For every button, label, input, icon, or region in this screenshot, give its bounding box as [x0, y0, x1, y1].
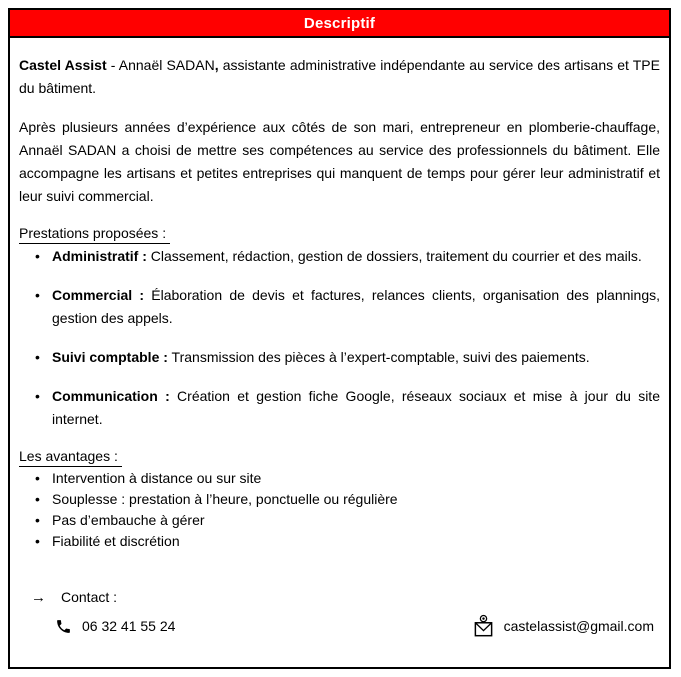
list-item: • Fiabilité et discrétion — [19, 531, 660, 552]
prestation-label: Commercial : — [52, 287, 145, 303]
email-contact — [473, 614, 654, 638]
avantages-heading — [19, 445, 660, 468]
header-bar — [10, 10, 669, 38]
document-body — [10, 38, 669, 646]
prestation-label: Administratif : — [52, 248, 147, 264]
email-address: castelassist@gmail.com — [503, 617, 654, 634]
list-item — [19, 346, 660, 369]
list-item: • Souplesse : prestation à l’heure, ponctuelle ou régulière — [19, 489, 660, 510]
avantages-heading-text: Les avantages : — [19, 447, 122, 467]
list-item: • Intervention à distance ou sur site — [19, 468, 660, 489]
prestation-label: Suivi comptable : — [52, 349, 168, 365]
prestation-text: Création et gestion fiche Google, réseaux sociaux et mise à jour du site internet. — [52, 388, 660, 427]
list-item — [19, 284, 660, 330]
prestations-heading-text: Prestations proposées : — [19, 224, 170, 244]
intro-paragraph — [19, 54, 660, 100]
phone-icon — [55, 618, 72, 635]
list-item: • Pas d’embauche à gérer — [19, 510, 660, 531]
prestation-text: Classement, rédaction, gestion de dossiers, traitement du courrier et des mails. — [146, 248, 642, 264]
company-name: Castel Assist — [19, 57, 107, 73]
document-page — [8, 8, 671, 669]
avantages-list — [19, 468, 660, 552]
about-paragraph: Après plusieurs années d’expérience aux côtés de son mari, entrepreneur en plomberie-chauffage, Annaël SADAN a choisi de mettre ses compétences au service des professionnels du bâtiment. Elle accompagne les artisans et petites entreprises qui manquent de temps pour gérer leur administratif et leur suivi commercial. — [19, 119, 660, 204]
prestations-heading — [19, 222, 660, 245]
intro-description: assistante administrative indépendante au service des artisans et TPE du bâtiment. — [19, 57, 660, 96]
right-arrow-icon: → — [31, 589, 46, 606]
phone-contact — [55, 615, 175, 638]
person-name: - Annaël SADAN — [106, 57, 215, 73]
contact-heading-row — [19, 586, 660, 609]
phone-number: 06 32 41 55 24 — [82, 617, 176, 634]
contact-details-row — [19, 614, 660, 638]
intro-bold-comma: , — [214, 57, 219, 73]
list-item — [19, 245, 660, 268]
list-item — [19, 385, 660, 431]
contact-section — [19, 586, 660, 638]
prestation-label: Communication : — [52, 388, 170, 404]
page-title: Descriptif — [303, 14, 376, 32]
prestation-text: Transmission des pièces à l’expert-comptable, suivi des paiements. — [167, 349, 590, 365]
prestations-list — [19, 245, 660, 431]
prestation-text: Élaboration de devis et factures, relances clients, organisation des plannings, gestion des appels. — [52, 287, 660, 326]
contact-label: Contact : — [61, 589, 118, 605]
email-icon — [473, 614, 494, 638]
